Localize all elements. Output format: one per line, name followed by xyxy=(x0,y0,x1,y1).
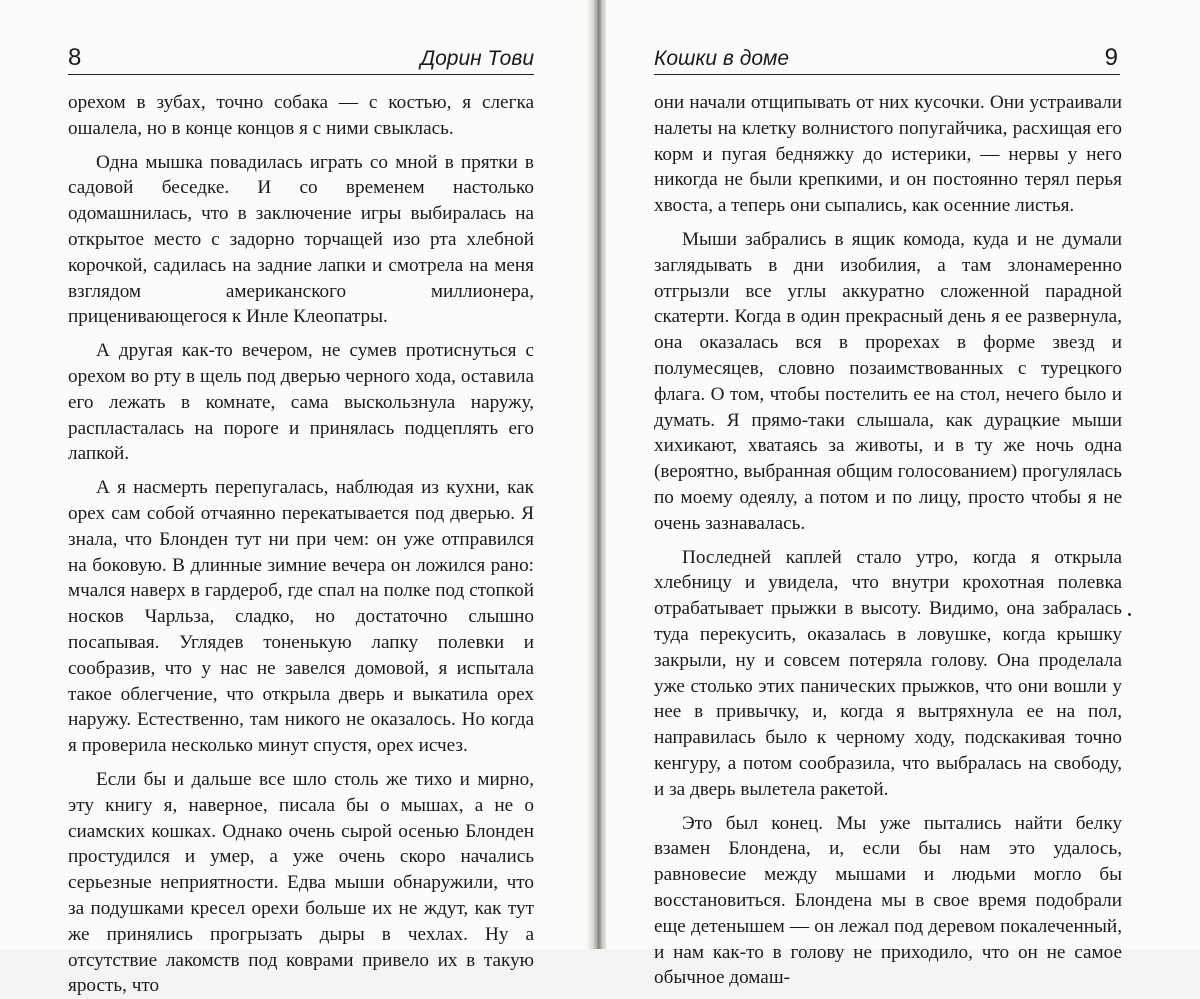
page-number: 8 xyxy=(68,44,82,71)
paragraph: А другая как-то вечером, не сумев протиснуться с орехом во рту в щель под дверью черного хода, оставила его лежать в комнате, сама выскользнула наружу, распласталась на пороге и принялась подцеплять его лапкой. xyxy=(68,340,534,465)
paragraph: А я насмерть перепугалась, наблюдая из кухни, как орех сам собой отчаянно перекатывается под дверью. Я знала, что Блонден тут ни при чем: он уже отправился на боковую. В длинные зимние вечера он ложился рано: мчался наверх в гардероб, где спал на полке под стопкой носков Чарльза, сладко, но достаточно слышно посапывая. Углядев тоненькую лапку полевки и сообразив, что у нас не завелся домовой, я испытала такое облегчение, что открыла дверь и выкатила орех наружу. Естественно, там никого не оказалось. Но когда я проверила несколько минут спустя, орех исчез. xyxy=(68,477,534,757)
paragraph: Это был конец. Мы уже пытались найти белку взамен Блондена, и, если бы нам это удалось, равновесие между мышами и людьми могло бы восстановиться. Блондена мы в свое время подобрали еще детенышем — он лежал под деревом покалеченный, и нам как-то в голову не приходило, что он не самое обычное домаш- xyxy=(654,812,1122,989)
page-number: 9 xyxy=(1104,44,1118,71)
running-head: Кошки в доме xyxy=(654,47,790,70)
right-page-header xyxy=(654,44,1120,75)
right-page-body xyxy=(654,90,1122,991)
right-page xyxy=(606,0,1200,989)
paragraph: Одна мышка повадилась играть со мной в прятки в садовой беседке. И со временем настолько одомашнилась, что в заключение игры выбиралась на открытое место с задорно торчащей изо рта хлебной корочкой, садилась на задние лапки и смотрела на меня взглядом американского миллионера, приценивающегося к Инле Клеопатры. xyxy=(68,151,534,328)
left-page-header xyxy=(68,44,534,75)
paragraph: они начали отщипывать от них кусочки. Они устраивали налеты на клетку волнистого попугайчика, расхищая его корм и пугая бедняжку до истерики, — нервы у него никогда не были крепкими, и он постоянно терял перья хвоста, а теперь они сыпались, как осенние листья. xyxy=(654,92,1122,217)
left-page-body xyxy=(68,90,534,999)
paragraph: Последней каплей стало утро, когда я открыла хлебницу и увидела, что внутри крохотная полевка отрабатывает прыжки в высоту. Видимо, она забралась туда перекусить, оказалась в ловушке, когда крышку закрыли, ну и совсем потеряла голову. Она проделала уже столько этих панических прыжков, что они вошли у нее в привычку, и, когда я вытряхнула ее на пол, направилась было к черному ходу, подскакивая точно кенгуру, а потом сообразила, что выбралась на свободу, и за дверь вылетела ракетой. xyxy=(654,546,1122,800)
running-head: Дорин Тови xyxy=(420,47,534,70)
left-page xyxy=(0,0,590,997)
paragraph: Если бы и дальше все шло столь же тихо и мирно, эту книгу я, наверное, писала бы о мышах, а не о сиамских кошках. Однако очень сырой осенью Блонден простудился и умер, а уже очень скоро начались серьезные неприятности. Едва мыши обнаружили, что за подушками кресел орехи больше их не ждут, как тут же принялись прогрызать дыры в чехлах. Ну а отсутствие лакомств под коврами привело их в такую ярость, что xyxy=(68,768,534,997)
paragraph: Мыши забрались в ящик комода, куда и не думали заглядывать в дни изобилия, а там злонамеренно отгрызли все углы аккуратно сложенной парадной скатерти. Когда в один прекрасный день я ее развернула, она оказалась вся в прорехах в форме звезд и полумесяцев, словно позаимствованных с турецкого флага. О том, чтобы постелить ее на стол, нечего было и думать. Я прямо-таки слышала, как дурацкие мыши хихикают, хватаясь за животы, и в ту же ночь одна (вероятно, выбранная общим голосованием) прогулялась по моему одеялу, а потом и по лицу, просто чтобы я не очень зазнавалась. xyxy=(654,228,1122,534)
print-speck xyxy=(1128,613,1131,616)
paragraph: орехом в зубах, точно собака — с костью, я слегка ошалела, но в конце концов я с ними свыклась. xyxy=(68,92,534,139)
